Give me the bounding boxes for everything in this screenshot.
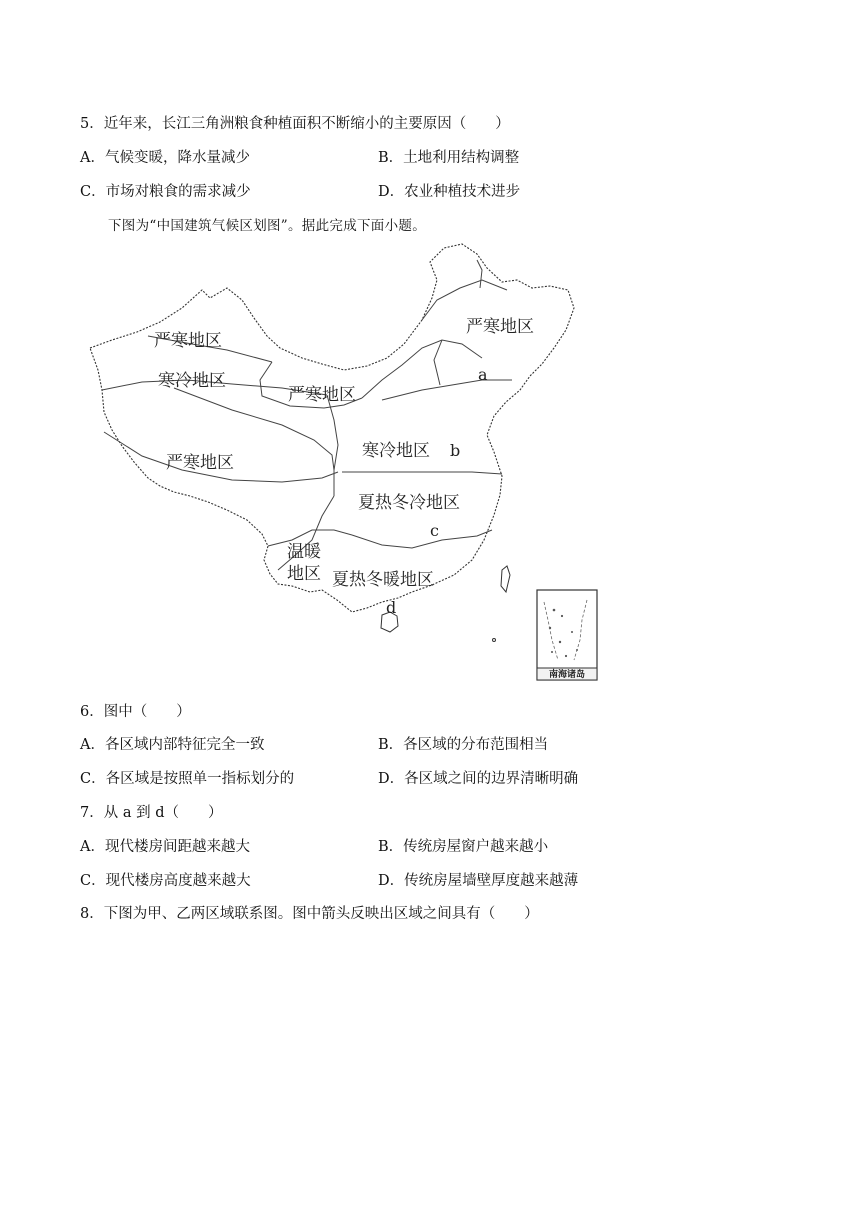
region-label-cold-east: 寒冷地区	[362, 441, 430, 461]
china-outline	[90, 244, 574, 612]
question-5-option-a[interactable]: A．气候变暖，降水量减少	[80, 150, 250, 166]
region-label-severe-cold-northeast: 严寒地区	[466, 317, 534, 337]
south-china-sea-inset	[537, 590, 597, 680]
question-5-option-b[interactable]: B．土地利用结构调整	[378, 150, 520, 166]
region-label-severe-cold-tibet: 严寒地区	[166, 453, 234, 473]
region-label-severe-cold-northwest: 严寒地区	[154, 331, 222, 351]
map-point-a: a	[478, 365, 488, 384]
question-7-option-c[interactable]: C．现代楼房高度越来越大	[80, 873, 251, 889]
question-5-option-c[interactable]: C．市场对粮食的需求减少	[80, 184, 251, 200]
question-6-option-d[interactable]: D．各区域之间的边界清晰明确	[378, 771, 579, 787]
map-point-c: c	[430, 521, 439, 540]
question-5-stem: 5．近年来，长江三角洲粮食种植面积不断缩小的主要原因（ ）	[80, 116, 510, 132]
region-label-hot-summer-warm-winter: 夏热冬暖地区	[332, 570, 434, 590]
question-6-stem: 6．图中（ ）	[80, 704, 191, 720]
map-point-b: b	[450, 441, 461, 460]
question-6-option-b[interactable]: B．各区域的分布范围相当	[378, 737, 549, 753]
question-7-option-d[interactable]: D．传统房屋墙壁厚度越来越薄	[378, 873, 579, 889]
region-label-mild-line1: 温暖	[287, 542, 321, 562]
region-label-mild-line2: 地区	[287, 564, 321, 584]
question-6-option-c[interactable]: C．各区域是按照单一指标划分的	[80, 771, 295, 787]
map-point-d: d	[386, 598, 397, 617]
region-label-severe-cold-north: 严寒地区	[288, 385, 356, 405]
question-7-option-b[interactable]: B．传统房屋窗户越来越小	[378, 839, 549, 855]
china-building-climate-map	[82, 240, 602, 685]
map-intro-text: 下图为“中国建筑气候区划图”。据此完成下面小题。	[108, 218, 427, 234]
question-8-stem: 8．下图为甲、乙两区域联系图。图中箭头反映出区域之间具有（ ）	[80, 906, 539, 922]
region-boundaries	[102, 260, 512, 570]
question-7-stem: 7．从 a 到 d（ ）	[80, 805, 223, 821]
region-label-cold-west: 寒冷地区	[158, 371, 226, 391]
question-5-option-d[interactable]: D．农业种植技术进步	[378, 184, 521, 200]
question-6-option-a[interactable]: A．各区域内部特征完全一致	[80, 737, 265, 753]
question-7-option-a[interactable]: A．现代楼房间距越来越大	[80, 839, 250, 855]
region-label-hot-summer-cold-winter: 夏热冬冷地区	[358, 493, 460, 513]
inset-label-south-china-sea: 南海诸岛	[548, 670, 586, 680]
